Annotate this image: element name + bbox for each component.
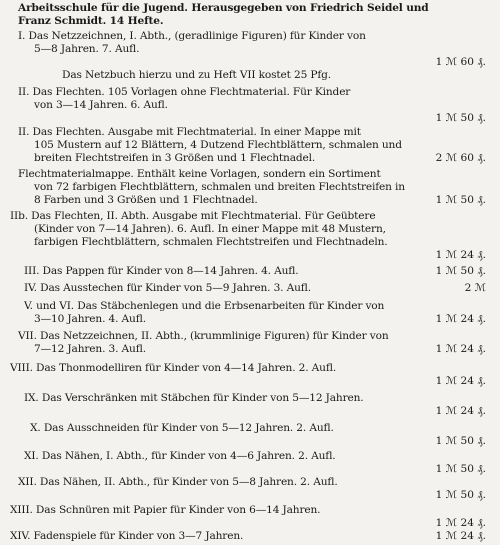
entry-3-line-2: 105 Mustern auf 12 Blättern, 4 Dutzend Flechtblättern, schmalen und	[34, 139, 402, 151]
entry-4-line-3: 8 Farben und 3 Größen und 1 Flechtnadel.	[34, 194, 258, 206]
entry-5-line-2: (Kinder von 7—14 Jahren). 6. Aufl. In einer Mappe mit 48 Mustern,	[34, 223, 386, 235]
entry-14-price: 1 ℳ 50 ₰.	[435, 489, 486, 501]
entry-4-price: 1 ℳ 50 ₰.	[435, 194, 486, 206]
entry-9-line-1: VII. Das Netzzeichnen, II. Abth., (krummlinige Figuren) für Kinder von	[18, 330, 389, 342]
entry-3-price: 2 ℳ 60 ₰.	[435, 152, 486, 164]
entry-9-line-2: 7—12 Jahren. 3. Aufl.	[34, 343, 146, 355]
entry-2-price: 1 ℳ 50 ₰.	[435, 112, 486, 124]
entry-12-price: 1 ℳ 50 ₰.	[435, 435, 486, 447]
entry-4-line-1: Flechtmaterialmappe. Enthält keine Vorlagen, sondern ein Sortiment	[18, 168, 381, 180]
entry-6-line-1: III. Das Pappen für Kinder von 8—14 Jahren. 4. Aufl.	[24, 265, 299, 277]
entry-5-line-1: IIb. Das Flechten, II. Abth. Ausgabe mit Flechtmaterial. Für Geübtere	[10, 210, 376, 222]
entry-12-line-1: X. Das Ausschneiden für Kinder von 5—12 Jahren. 2. Aufl.	[30, 422, 334, 434]
entry-1-line-1: I. Das Netzzeichnen, I. Abth., (geradlinige Figuren) für Kinder von	[18, 30, 366, 42]
entry-9-price: 1 ℳ 24 ₰.	[435, 343, 486, 355]
entry-1-price: 1 ℳ 60 ₰.	[435, 56, 486, 68]
entry-15-line-1: XIII. Das Schnüren mit Papier für Kinder von 6—14 Jahren.	[10, 504, 321, 516]
entry-8-price: 1 ℳ 24 ₰.	[435, 313, 486, 325]
entry-1-line-2: 5—8 Jahren. 7. Aufl.	[34, 43, 140, 55]
entry-7-line-1: IV. Das Ausstechen für Kinder von 5—9 Jahren. 3. Aufl.	[24, 282, 311, 294]
header-line-2: Franz Schmidt. 14 Hefte.	[18, 15, 164, 27]
entry-11-line-1: IX. Das Verschränken mit Stäbchen für Kinder von 5—12 Jahren.	[24, 392, 364, 404]
entry-6-price: 1 ℳ 50 ₰.	[435, 265, 486, 277]
entry-13-line-1: XI. Das Nähen, I. Abth., für Kinder von 4—6 Jahren. 2. Aufl.	[24, 450, 336, 462]
entry-4-line-2: von 72 farbigen Flechtblättern, schmalen und breiten Flechtstreifen in	[34, 181, 405, 193]
header-line-1: Arbeitsschule für die Jugend. Herausgegeben von Friedrich Seidel und	[18, 2, 429, 14]
entry-netzbuch-line: Das Netzbuch hierzu und zu Heft VII kostet 25 Pfg.	[62, 69, 331, 81]
entry-10-price: 1 ℳ 24 ₰.	[435, 375, 486, 387]
entry-5-line-3: farbigen Flechtblättern, schmalen Flechtstreifen und Flechtnadeln.	[34, 236, 388, 248]
entry-7-price: 2 ℳ	[464, 282, 486, 294]
entry-8-line-2: 3—10 Jahren. 4. Aufl.	[34, 313, 146, 325]
entry-13-price: 1 ℳ 50 ₰.	[435, 463, 486, 475]
entry-10-line-1: VIII. Das Thonmodelliren für Kinder von 4—14 Jahren. 2. Aufl.	[10, 362, 337, 374]
entry-15-price: 1 ℳ 24 ₰.	[435, 517, 486, 529]
entry-3-line-3: breiten Flechtstreifen in 3 Größen und 1 Flechtnadel.	[34, 152, 316, 164]
entry-16-line-1: XIV. Fadenspiele für Kinder von 3—7 Jahren.	[10, 530, 244, 542]
entry-11-price: 1 ℳ 24 ₰.	[435, 405, 486, 417]
entry-16-price: 1 ℳ 24 ₰.	[435, 530, 486, 542]
entry-14-line-1: XII. Das Nähen, II. Abth., für Kinder von 5—8 Jahren. 2. Aufl.	[18, 476, 338, 488]
entry-8-line-1: V. und VI. Das Stäbchenlegen und die Erbsenarbeiten für Kinder von	[24, 300, 385, 312]
entry-2-line-2: von 3—14 Jahren. 6. Aufl.	[34, 99, 168, 111]
entry-5-price: 1 ℳ 24 ₰.	[435, 249, 486, 261]
entry-2-line-1: II. Das Flechten. 105 Vorlagen ohne Flechtmaterial. Für Kinder	[18, 86, 351, 98]
entry-3-line-1: II. Das Flechten. Ausgabe mit Flechtmaterial. In einer Mappe mit	[18, 126, 361, 138]
